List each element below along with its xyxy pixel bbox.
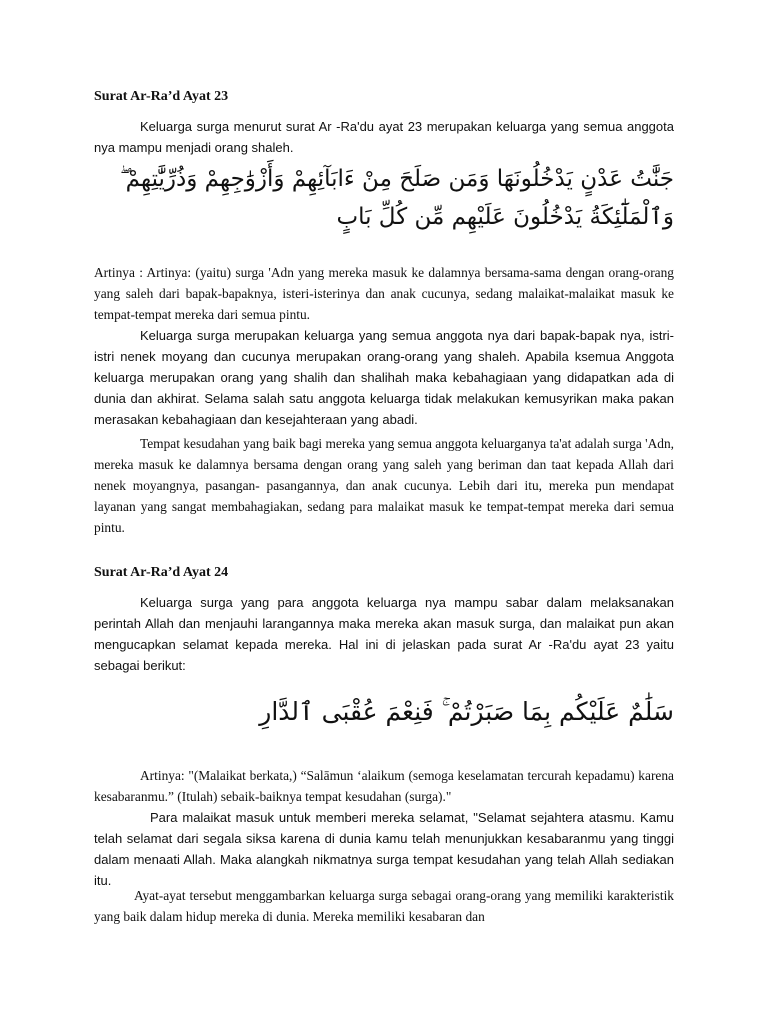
- section1-translation: Artinya : Artinya: (yaitu) surga 'Adn yang mereka masuk ke dalamnya bersama-sama dengan orang-orang yang saleh dari bapak-bapaknya, isteri-isterinya dan anak cucunya, sedang malaikat-malaikat masuk ke tempat-tempat mereka dari semua pintu.: [94, 265, 674, 322]
- section2-heading: Surat Ar-Ra’d Ayat 24: [94, 565, 229, 580]
- section1-intro: Keluarga surga menurut surat Ar -Ra'du ayat 23 merupakan keluarga yang semua anggota nya mampu menjadi orang shaleh.: [94, 119, 674, 155]
- section2-translation: Artinya: "(Malaikat berkata,) “Salāmun ‘alaikum (semoga keselamatan tercurah kepadamu) karena kesabaranmu.” (Itulah) sebaik-baiknya tempat kesudahan (surga).": [94, 768, 674, 804]
- section2-intro: Keluarga surga yang para anggota keluarga nya mampu sabar dalam melaksanakan perintah Allah dan menjauhi larangannya maka mereka akan masuk surga, dan malaikat pun akan mengucapkan selamat kepada mereka. Hal ini di jelaskan pada surat Ar -Ra'du ayat 23 yaitu sebagai berikut:: [94, 595, 674, 673]
- section2-paragraph-1: Para malaikat masuk untuk memberi mereka selamat, "Selamat sejahtera atasmu. Kamu telah selamat dari segala siksa karena di dunia kamu telah menunjukkan kesabaranmu yang tinggi dalam menaati Allah. Maka alangkah nikmatnya surga tempat kesudahan yang telah Allah sediakan itu.: [94, 810, 674, 888]
- section1-paragraph-2: Tempat kesudahan yang baik bagi mereka yang semua anggota keluarganya ta'at adalah surga 'Adn, mereka masuk ke dalamnya bersama dengan orang yang saleh yang beriman dan taat kepada Allah dari nenek moyangnya, pasangan- pasangannya, dan anak cucunya. Lebih dari itu, mereka pun mendapat layanan yang sangat membahagiakan, sedang para malaikat masuk ke tempat-tempat mereka dari semua pintu.: [94, 436, 674, 535]
- section1-arabic-verse: جَنَّٰتُ عَدْنٍ يَدْخُلُونَهَا وَمَن صَلَحَ مِنْ ءَابَآئِهِمْ وَأَزْوَٰجِهِمْ وَذُرِّيَّٰتِهِمْ ۖ وَٱلْمَلَٰٓئِكَةُ يَدْخُلُونَ عَلَيْهِم مِّن كُلِّ بَابٍ: [119, 166, 674, 230]
- section1-heading: Surat Ar-Ra’d Ayat 23: [94, 89, 229, 104]
- section1-paragraph-1: Keluarga surga merupakan keluarga yang semua anggota nya dari bapak-bapak nya, istri-istri nenek moyang dan cucunya merupakan orang-orang yang shaleh. Apabila ksemua Anggota keluarga merupakan orang yang shalih dan shalihah maka kebahagiaan yang didapatkan ada di dunia dan akhirat. Selama salah satu anggota keluarga tidak melakukan kemusyrikan maka pakan merasakan kebahagiaan dan kesejahteraan yang abadi.: [94, 328, 674, 427]
- section2-paragraph-2: Ayat-ayat tersebut menggambarkan keluarga surga sebagai orang-orang yang memiliki karakteristik yang baik dalam hidup mereka di dunia. Mereka memiliki kesabaran dan: [94, 888, 674, 924]
- section2-arabic-verse: سَلَٰمٌ عَلَيْكُم بِمَا صَبَرْتُمْ ۚ فَنِعْمَ عُقْبَى ٱلدَّارِ: [259, 697, 674, 726]
